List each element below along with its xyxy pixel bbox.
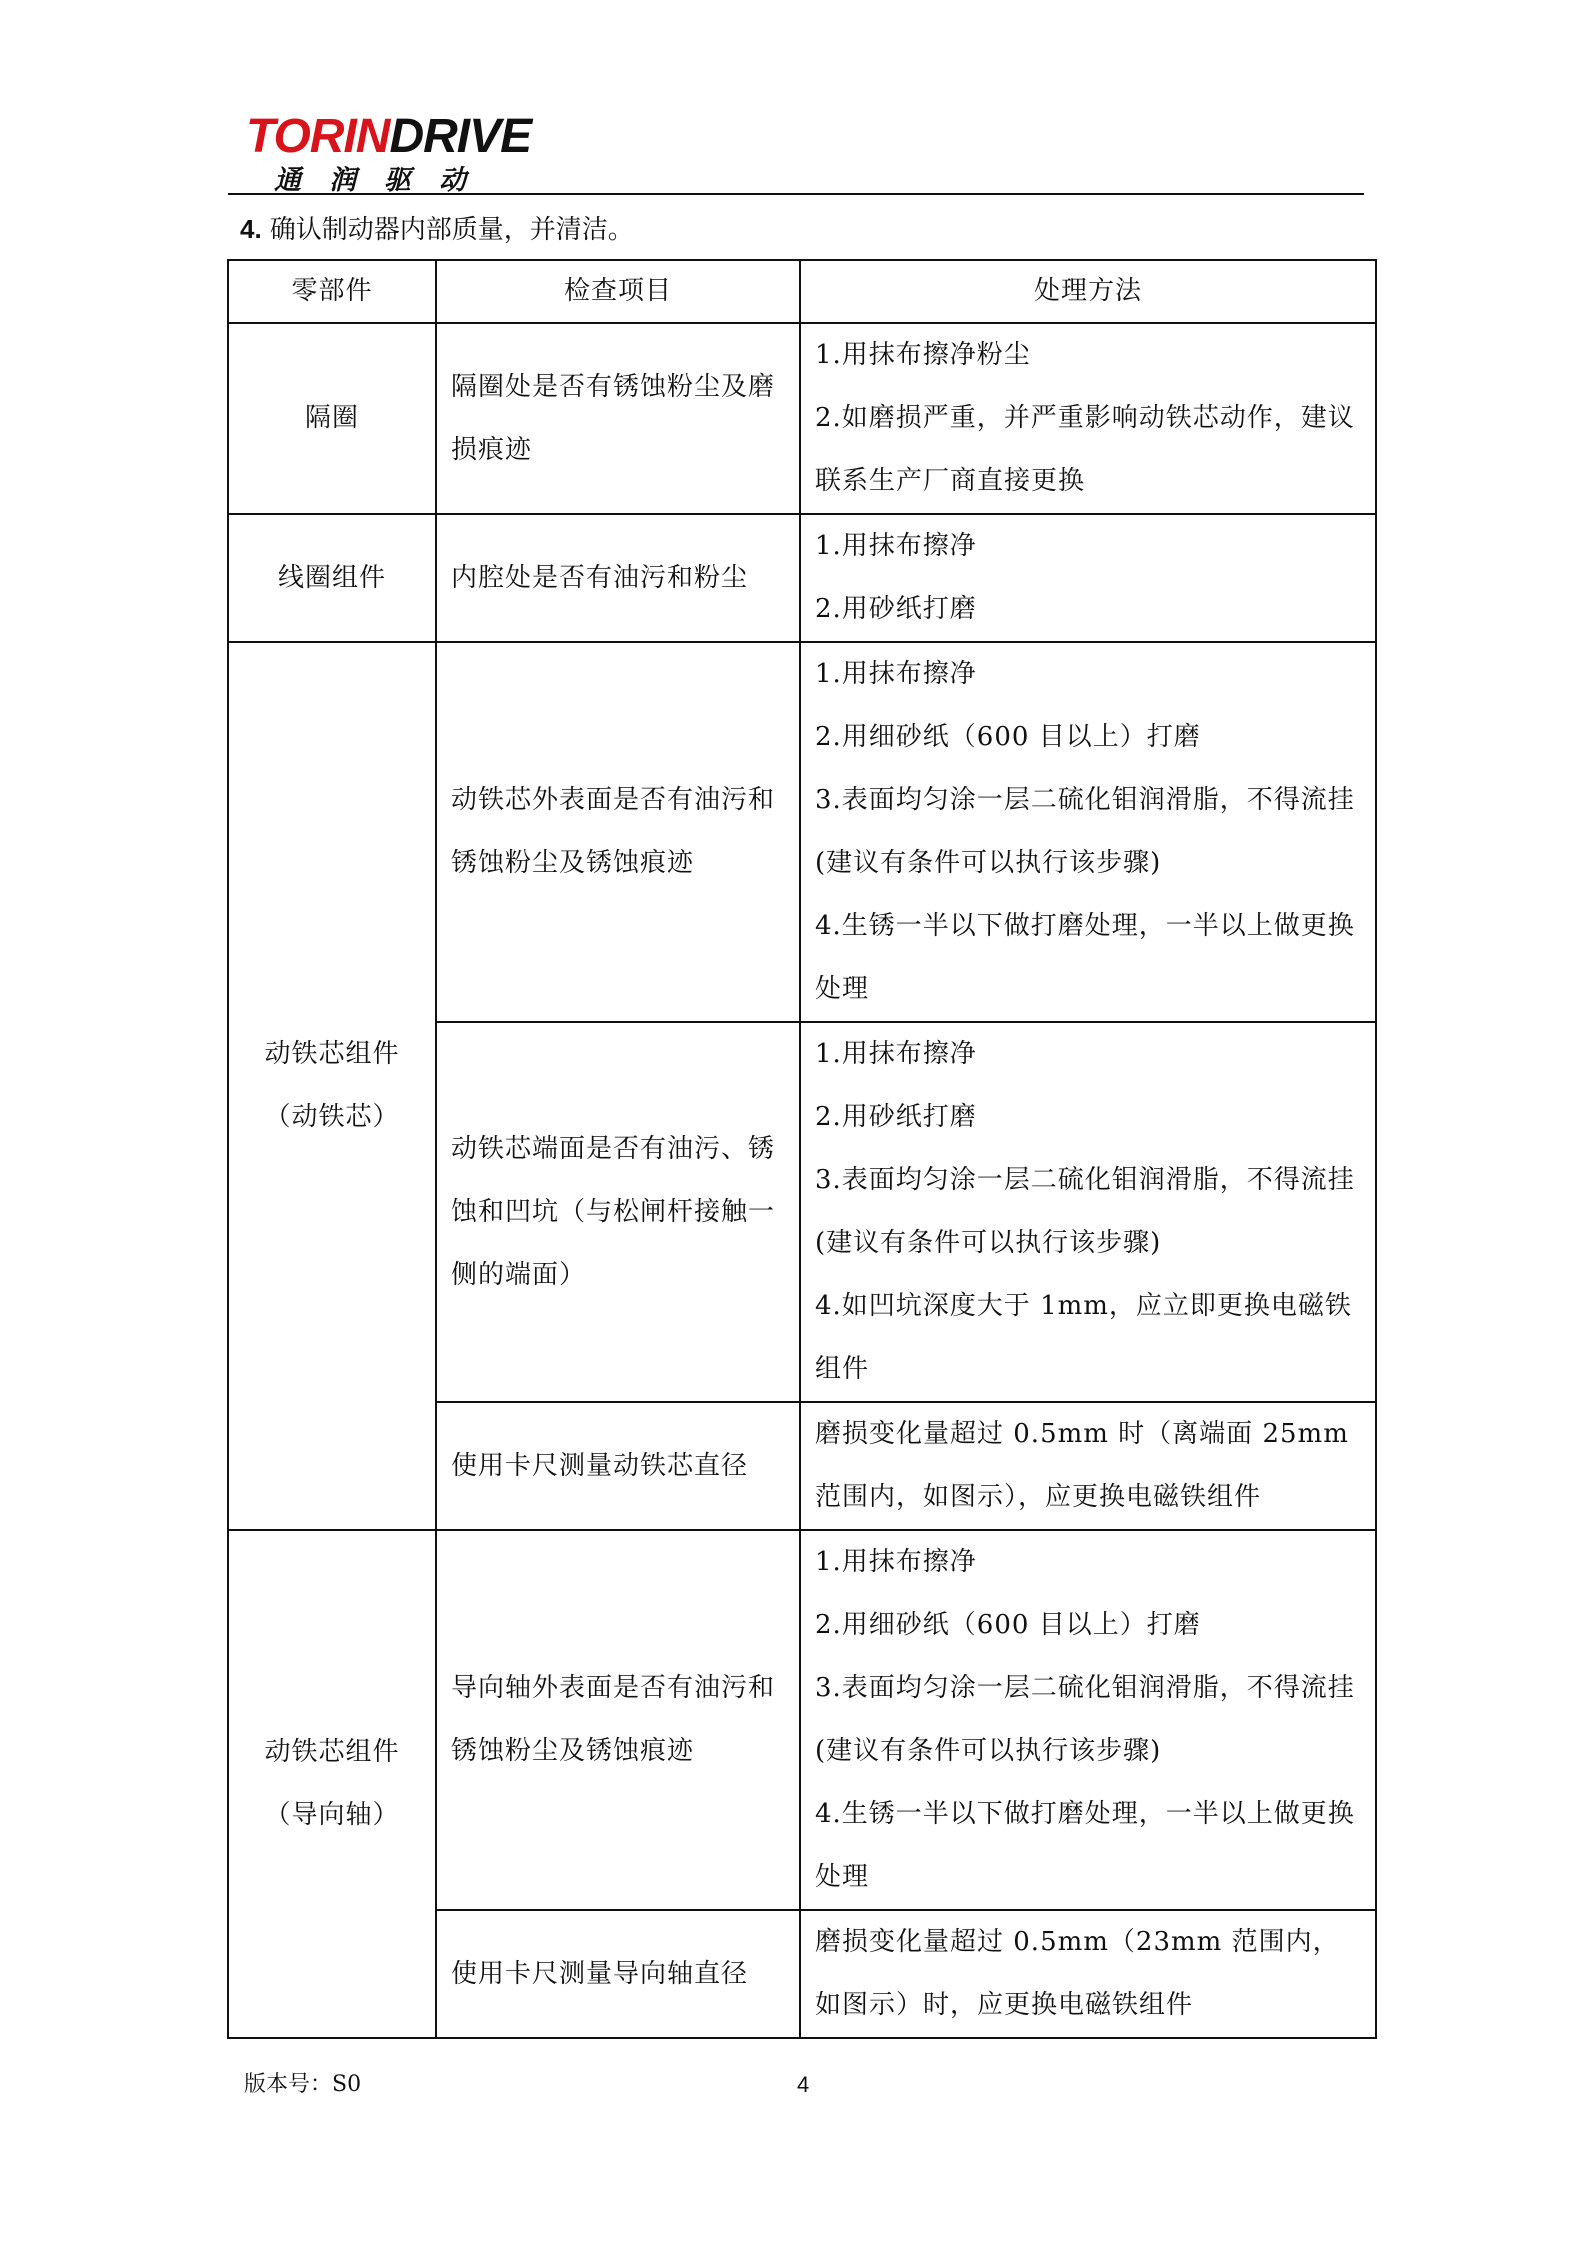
method-step: 1.用抹布擦净 [815, 1039, 977, 1069]
method-step: 2.用砂纸打磨 [815, 1102, 977, 1132]
part-name: 动铁芯组件 [264, 1039, 400, 1069]
method-step: 1.用抹布擦净 [815, 1547, 977, 1577]
inspection-cell: 动铁芯端面是否有油污、锈蚀和凹坑（与松闸杆接触一侧的端面） [436, 1022, 800, 1402]
method-cell [800, 1530, 1376, 1910]
company-logo [246, 112, 556, 198]
inspection-cell: 内腔处是否有油污和粉尘 [436, 514, 800, 642]
part-cell: 隔圈 [228, 323, 436, 514]
logo-chinese-name: 通润驱动 [274, 165, 494, 196]
method-step: 1.用抹布擦净粉尘 [815, 340, 1031, 370]
part-cell [228, 642, 436, 1530]
inspection-cell: 动铁芯外表面是否有油污和锈蚀粉尘及锈蚀痕迹 [436, 642, 800, 1022]
method-cell [800, 514, 1376, 642]
table-row [228, 1530, 1376, 1910]
inspection-table [227, 259, 1377, 2039]
method-step: 4.生锈一半以下做打磨处理，一半以上做更换处理 [815, 1799, 1355, 1892]
inspection-cell: 隔圈处是否有锈蚀粉尘及磨损痕迹 [436, 323, 800, 514]
method-step: 2.用砂纸打磨 [815, 594, 977, 624]
header-part: 零部件 [228, 260, 436, 323]
method-cell [800, 1022, 1376, 1402]
header-divider [228, 193, 1364, 195]
version-label: 版本号：S0 [244, 2072, 362, 2097]
inspection-cell: 导向轴外表面是否有油污和锈蚀粉尘及锈蚀痕迹 [436, 1530, 800, 1910]
method-step: 2.如磨损严重，并严重影响动铁芯动作，建议联系生产厂商直接更换 [815, 403, 1355, 496]
table-row [228, 642, 1376, 1022]
part-subname: （导向轴） [264, 1800, 400, 1830]
header-method: 处理方法 [800, 260, 1376, 323]
inspection-cell: 使用卡尺测量导向轴直径 [436, 1910, 800, 2038]
method-cell [800, 1402, 1376, 1530]
part-cell [228, 1530, 436, 2038]
method-step: 磨损变化量超过 0.5mm（23mm 范围内，如图示）时，应更换电磁铁组件 [815, 1927, 1340, 2020]
method-step: 2.用细砂纸（600 目以上）打磨 [815, 1610, 1201, 1640]
method-step: 4.生锈一半以下做打磨处理，一半以上做更换处理 [815, 911, 1355, 1004]
page-number: 4 [797, 2072, 810, 2097]
method-step: 4.如凹坑深度大于 1mm，应立即更换电磁铁组件 [815, 1291, 1352, 1384]
section-heading [240, 212, 634, 247]
method-step: 3.表面均匀涂一层二硫化钼润滑脂，不得流挂(建议有条件可以执行该步骤) [815, 1673, 1355, 1766]
part-cell: 线圈组件 [228, 514, 436, 642]
method-cell [800, 642, 1376, 1022]
table-row [228, 323, 1376, 514]
table-header-row [228, 260, 1376, 323]
method-step: 磨损变化量超过 0.5mm 时（离端面 25mm 范围内，如图示），应更换电磁铁组件 [815, 1419, 1349, 1512]
method-step: 3.表面均匀涂一层二硫化钼润滑脂，不得流挂(建议有条件可以执行该步骤) [815, 1165, 1355, 1258]
method-step: 3.表面均匀涂一层二硫化钼润滑脂，不得流挂(建议有条件可以执行该步骤) [815, 785, 1355, 878]
method-step: 2.用细砂纸（600 目以上）打磨 [815, 722, 1201, 752]
method-cell [800, 323, 1376, 514]
table-row [228, 514, 1376, 642]
logo-wordmark: TORINDRIVE [246, 110, 532, 163]
method-cell [800, 1910, 1376, 2038]
section-number: 4. [240, 214, 262, 244]
part-subname: （动铁芯） [264, 1102, 400, 1132]
inspection-cell: 使用卡尺测量动铁芯直径 [436, 1402, 800, 1530]
section-title-text: 确认制动器内部质量，并清洁。 [269, 215, 634, 245]
method-step: 1.用抹布擦净 [815, 659, 977, 689]
method-step: 1.用抹布擦净 [815, 531, 977, 561]
part-name: 动铁芯组件 [264, 1737, 400, 1767]
header-inspection: 检查项目 [436, 260, 800, 323]
